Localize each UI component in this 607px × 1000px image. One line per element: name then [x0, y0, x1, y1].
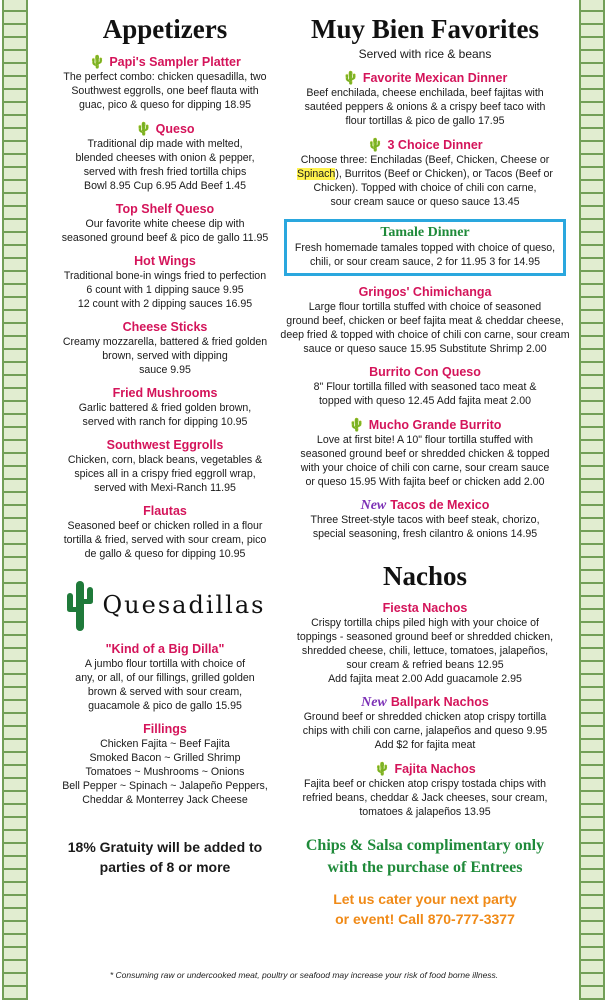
favorites-subtitle: Served with rice & beans [358, 47, 492, 61]
highlighted-word: Spinach [297, 168, 336, 180]
item-name: Mucho Grande Burrito [368, 418, 502, 432]
item-description: Fajita beef or chicken atop crispy tostada chips with refried beans, cheddar & Jack cheeses, sour cream, tomatoes & jalapeños 13.95 [302, 778, 548, 818]
appetizers-heading: Appetizers [102, 14, 228, 44]
item-name: Tamale Dinner [380, 225, 470, 240]
menu-item [34, 54, 296, 112]
menu-item [280, 417, 570, 489]
quesadillas-header [34, 577, 296, 633]
item-name: Top Shelf Queso [115, 202, 215, 216]
item-name: Southwest Eggrolls [106, 438, 224, 452]
menu-item [280, 761, 570, 819]
item-name: Tacos de Mexico [390, 498, 490, 512]
item-description: Chicken, corn, black beans, vegetables & spices all in a crispy fried eggroll wrap, served with Mexi-Ranch 11.95 [67, 454, 263, 494]
cactus-icon: 🌵 [348, 417, 365, 432]
menu-item [34, 504, 296, 561]
gratuity-note: 18% Gratuity will be added to parties of 8 or more [67, 839, 263, 875]
menu-item [280, 285, 570, 356]
menu-item [34, 386, 296, 429]
item-name: 3 Choice Dinner [387, 138, 483, 152]
item-description: Love at first bite! A 10" flour tortilla stuffed with seasoned ground beef or shredded chicken & topped with your choice of chili con carne, sour cream sauce or queso 15.95 With fajita beef or chicken add 2.00 [300, 434, 550, 488]
menu-item [34, 121, 296, 193]
item-description: The perfect combo: chicken quesadilla, two Southwest eggrolls, one beef flauta with guac, pico & queso for dipping 18.95 [63, 71, 267, 111]
item-description: 8" Flour tortilla filled with seasoned taco meat & topped with queso 12.45 Add fajita meat 2.00 [313, 381, 537, 407]
quesadillas-heading: Quesadillas [102, 591, 266, 619]
desc-part: Choose three: Enchiladas (Beef, Chicken, Cheese or [300, 154, 550, 166]
new-badge: New [360, 498, 387, 513]
item-name: Queso [155, 122, 195, 136]
item-name: Favorite Mexican Dinner [362, 71, 508, 85]
cactus-icon: 🌵 [367, 137, 384, 152]
menu-item [34, 202, 296, 245]
menu-item [280, 365, 570, 408]
item-description: Beef enchilada, cheese enchilada, beef fajitas with sautéed peppers & onions & a crispy beef taco with flour tortillas & pico de gallo 17.95 [304, 87, 546, 127]
tamale-dinner-box [284, 219, 566, 276]
new-badge: New [361, 695, 387, 710]
item-description: Fresh homemade tamales topped with choice of queso, chili, or sour cream sauce, 2 for 11.95 3 for 14.95 [294, 242, 556, 268]
item-name: Gringos' Chimichanga [358, 285, 492, 299]
catering-note: Let us cater your next party or event! Call 870-777-3377 [333, 891, 517, 927]
favorites-heading: Muy Bien Favorites [311, 14, 539, 44]
cactus-icon: 🌵 [342, 70, 359, 85]
menu-item [34, 642, 296, 713]
menu-item [34, 320, 296, 377]
item-description [280, 153, 570, 209]
left-column [34, 14, 296, 877]
menu-item [280, 70, 570, 128]
nachos-heading: Nachos [382, 561, 467, 591]
item-description: Large flour tortilla stuffed with choice of seasoned ground beef, chicken or beef fajita meat & cheddar cheese, deep fried & topped with choice of chili con carne, sour cream sauce or queso sauce 15.95 Substitute Shrimp 2.00 [280, 301, 570, 355]
right-column [280, 14, 570, 929]
cactus-icon: 🌵 [89, 54, 106, 69]
item-description: Seasoned beef or chicken rolled in a flour tortilla & fried, served with sour cream, pico de gallo & queso for dipping 10.95 [63, 520, 267, 560]
menu-item [280, 601, 570, 686]
menu-item [34, 254, 296, 311]
item-description: Traditional dip made with melted, blended cheeses with onion & pepper, served with fresh fried tortilla chips Bowl 8.95 Cup 6.95 Add Beef 1.45 [75, 138, 255, 192]
item-name: Burrito Con Queso [369, 365, 481, 379]
item-name: Fajita Nachos [394, 762, 476, 776]
cactus-icon: 🌵 [135, 121, 152, 136]
item-name: Fiesta Nachos [382, 601, 468, 615]
food-safety-footnote: * Consuming raw or undercooked meat, poultry or seafood may increase your risk of food borne illness. [109, 970, 499, 980]
item-name: Fried Mushrooms [112, 386, 218, 400]
menu-item [280, 695, 570, 752]
right-greek-key-border [579, 0, 605, 1000]
item-description: Chicken Fajita ~ Beef Fajita Smoked Bacon ~ Grilled Shrimp Tomatoes ~ Mushrooms ~ Onions Bell Pepper ~ Spinach ~ Jalapeño Peppers, Cheddar & Monterrey Jack Cheese [62, 738, 268, 806]
item-description: A jumbo flour tortilla with choice of any, or all, of our fillings, grilled golden brown & served with sour cream, guacamole & pico de gallo 15.95 [75, 658, 255, 712]
item-name: Flautas [143, 504, 187, 518]
item-description: Ground beef or shredded chicken atop crispy tortilla chips with chili con carne, jalapeños and queso 9.95 Add $2 for fajita meat [302, 711, 548, 751]
cactus-icon [65, 577, 95, 633]
item-name: Ballpark Nachos [390, 695, 489, 709]
desc-part: ), Burritos (Beef or Chicken), or Tacos (Beef or Chicken). Topped with choice of chili con carne, sour cream sauce or queso sauce 13.45 [313, 168, 553, 208]
item-name: "Kind of a Big Dilla" [105, 642, 225, 656]
item-description: Creamy mozzarella, battered & fried golden brown, served with dipping sauce 9.95 [62, 336, 268, 376]
chips-salsa-note: Chips & Salsa complimentary only with the purchase of Entrees [305, 837, 545, 876]
item-description: Traditional bone-in wings fried to perfection 6 count with 1 dipping sauce 9.95 12 count with 2 dipping sauces 16.95 [63, 270, 267, 310]
item-name: Papi's Sampler Platter [109, 55, 241, 69]
item-name: Cheese Sticks [122, 320, 208, 334]
item-description: Crispy tortilla chips piled high with your choice of toppings - seasoned ground beef or shredded chicken, shredded cheese, chili, lettuce, tomatoes, jalapeños, sour cream & refried beans 12.95 Add fajita meat 2.00 Add guacamole 2.95 [296, 617, 554, 685]
menu-item [280, 137, 570, 209]
item-name: Hot Wings [134, 254, 196, 268]
cactus-icon: 🌵 [374, 761, 391, 776]
item-description: Our favorite white cheese dip with seasoned ground beef & pico de gallo 11.95 [61, 218, 269, 244]
left-greek-key-border [2, 0, 28, 1000]
item-name: Fillings [143, 722, 187, 736]
item-description: Garlic battered & fried golden brown, served with ranch for dipping 10.95 [78, 402, 252, 428]
menu-item [280, 498, 570, 541]
menu-item [34, 438, 296, 495]
item-description: Three Street-style tacos with beef steak, chorizo, special seasoning, fresh cilantro & onions 14.95 [310, 514, 540, 540]
menu-item [34, 722, 296, 807]
